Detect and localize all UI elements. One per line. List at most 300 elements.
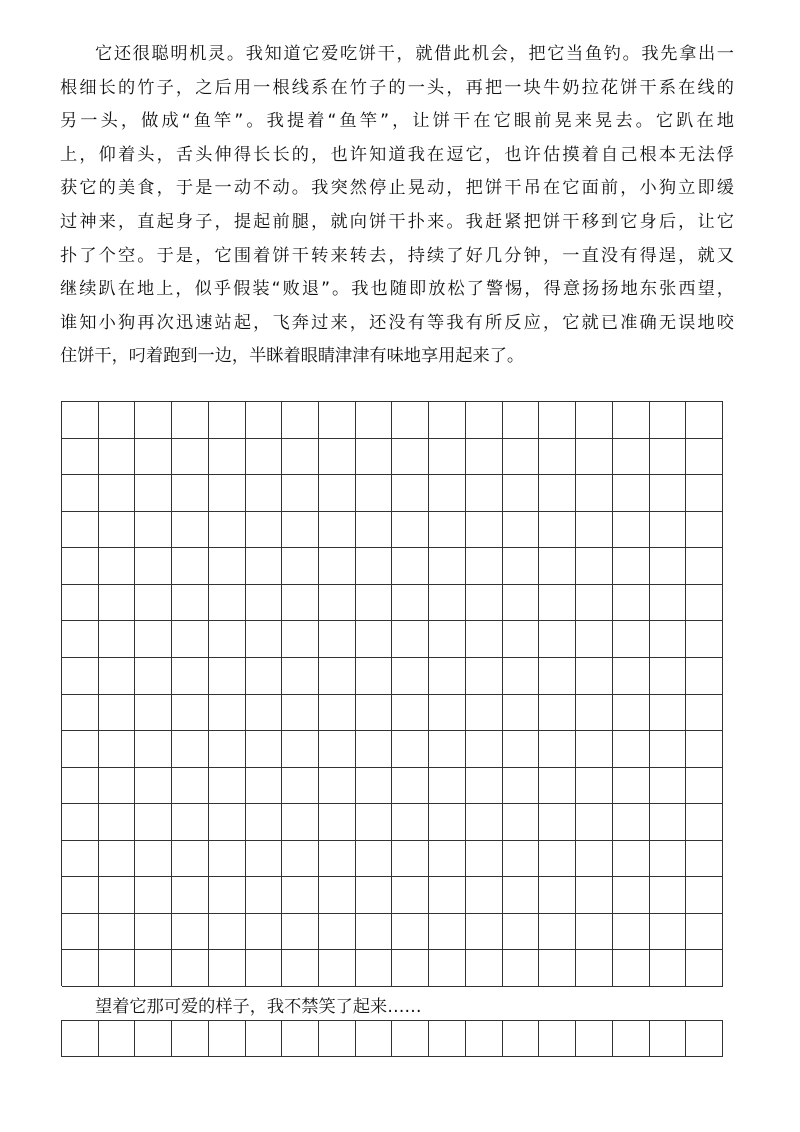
grid-cell[interactable] <box>319 402 356 439</box>
grid-cell[interactable] <box>429 621 466 658</box>
grid-cell[interactable] <box>466 768 503 805</box>
grid-cell[interactable] <box>172 402 209 439</box>
grid-cell[interactable] <box>172 621 209 658</box>
grid-cell[interactable] <box>62 731 99 768</box>
grid-cell[interactable] <box>172 731 209 768</box>
grid-cell[interactable] <box>539 1021 576 1057</box>
grid-cell[interactable] <box>209 877 246 914</box>
grid-cell[interactable] <box>282 877 319 914</box>
grid-cell[interactable] <box>650 658 687 695</box>
grid-cell[interactable] <box>503 439 540 476</box>
grid-cell[interactable] <box>576 695 613 732</box>
grid-cell[interactable] <box>429 768 466 805</box>
grid-cell[interactable] <box>686 548 723 585</box>
grid-cell[interactable] <box>172 804 209 841</box>
grid-cell[interactable] <box>99 621 136 658</box>
grid-cell[interactable] <box>576 804 613 841</box>
grid-cell[interactable] <box>282 439 319 476</box>
grid-cell[interactable] <box>319 841 356 878</box>
grid-cell[interactable] <box>319 658 356 695</box>
grid-cell[interactable] <box>246 877 283 914</box>
grid-cell[interactable] <box>650 512 687 549</box>
grid-cell[interactable] <box>319 950 356 987</box>
grid-cell[interactable] <box>503 402 540 439</box>
grid-cell[interactable] <box>246 914 283 951</box>
grid-cell[interactable] <box>686 621 723 658</box>
grid-cell[interactable] <box>99 658 136 695</box>
grid-cell[interactable] <box>392 950 429 987</box>
grid-cell[interactable] <box>613 804 650 841</box>
grid-cell[interactable] <box>392 475 429 512</box>
grid-cell[interactable] <box>466 621 503 658</box>
grid-cell[interactable] <box>429 475 466 512</box>
grid-cell[interactable] <box>503 695 540 732</box>
grid-cell[interactable] <box>209 512 246 549</box>
grid-cell[interactable] <box>613 475 650 512</box>
grid-cell[interactable] <box>650 841 687 878</box>
grid-cell[interactable] <box>135 548 172 585</box>
grid-cell[interactable] <box>613 658 650 695</box>
grid-cell[interactable] <box>613 841 650 878</box>
grid-cell[interactable] <box>613 877 650 914</box>
grid-cell[interactable] <box>576 585 613 622</box>
grid-cell[interactable] <box>392 1021 429 1057</box>
grid-cell[interactable] <box>392 841 429 878</box>
grid-cell[interactable] <box>319 621 356 658</box>
grid-cell[interactable] <box>282 512 319 549</box>
grid-cell[interactable] <box>209 475 246 512</box>
grid-cell[interactable] <box>246 768 283 805</box>
grid-cell[interactable] <box>356 658 393 695</box>
grid-cell[interactable] <box>686 402 723 439</box>
grid-cell[interactable] <box>62 512 99 549</box>
grid-cell[interactable] <box>576 1021 613 1057</box>
grid-cell[interactable] <box>539 731 576 768</box>
grid-cell[interactable] <box>172 475 209 512</box>
grid-cell[interactable] <box>135 731 172 768</box>
grid-cell[interactable] <box>503 1021 540 1057</box>
grid-cell[interactable] <box>429 877 466 914</box>
grid-cell[interactable] <box>503 621 540 658</box>
grid-cell[interactable] <box>209 402 246 439</box>
grid-cell[interactable] <box>539 512 576 549</box>
grid-cell[interactable] <box>466 475 503 512</box>
grid-cell[interactable] <box>466 439 503 476</box>
grid-cell[interactable] <box>576 548 613 585</box>
grid-cell[interactable] <box>613 950 650 987</box>
grid-cell[interactable] <box>99 841 136 878</box>
grid-cell[interactable] <box>282 841 319 878</box>
grid-cell[interactable] <box>135 1021 172 1057</box>
grid-cell[interactable] <box>172 914 209 951</box>
grid-cell[interactable] <box>356 731 393 768</box>
grid-cell[interactable] <box>282 914 319 951</box>
grid-cell[interactable] <box>539 439 576 476</box>
grid-cell[interactable] <box>392 804 429 841</box>
grid-cell[interactable] <box>62 877 99 914</box>
grid-cell[interactable] <box>99 402 136 439</box>
grid-cell[interactable] <box>650 439 687 476</box>
grid-cell[interactable] <box>209 768 246 805</box>
grid-cell[interactable] <box>246 658 283 695</box>
grid-cell[interactable] <box>539 475 576 512</box>
grid-cell[interactable] <box>282 768 319 805</box>
grid-cell[interactable] <box>613 439 650 476</box>
grid-cell[interactable] <box>356 439 393 476</box>
grid-cell[interactable] <box>392 768 429 805</box>
grid-cell[interactable] <box>209 621 246 658</box>
grid-cell[interactable] <box>392 731 429 768</box>
grid-cell[interactable] <box>172 950 209 987</box>
grid-cell[interactable] <box>99 475 136 512</box>
grid-cell[interactable] <box>576 402 613 439</box>
grid-cell[interactable] <box>62 1021 99 1057</box>
grid-cell[interactable] <box>282 402 319 439</box>
grid-cell[interactable] <box>576 621 613 658</box>
grid-cell[interactable] <box>576 731 613 768</box>
grid-cell[interactable] <box>209 695 246 732</box>
grid-cell[interactable] <box>539 658 576 695</box>
grid-cell[interactable] <box>99 731 136 768</box>
grid-cell[interactable] <box>539 914 576 951</box>
grid-cell[interactable] <box>319 914 356 951</box>
grid-cell[interactable] <box>392 877 429 914</box>
grid-cell[interactable] <box>246 512 283 549</box>
grid-cell[interactable] <box>246 439 283 476</box>
grid-cell[interactable] <box>503 768 540 805</box>
grid-cell[interactable] <box>650 950 687 987</box>
grid-cell[interactable] <box>99 439 136 476</box>
grid-cell[interactable] <box>282 621 319 658</box>
grid-cell[interactable] <box>429 731 466 768</box>
grid-cell[interactable] <box>172 841 209 878</box>
grid-cell[interactable] <box>539 768 576 805</box>
grid-cell[interactable] <box>576 658 613 695</box>
grid-cell[interactable] <box>686 585 723 622</box>
grid-cell[interactable] <box>246 841 283 878</box>
grid-cell[interactable] <box>246 695 283 732</box>
grid-cell[interactable] <box>282 695 319 732</box>
grid-cell[interactable] <box>686 950 723 987</box>
grid-cell[interactable] <box>356 621 393 658</box>
grid-cell[interactable] <box>356 914 393 951</box>
grid-cell[interactable] <box>576 475 613 512</box>
grid-cell[interactable] <box>613 768 650 805</box>
grid-cell[interactable] <box>613 512 650 549</box>
grid-cell[interactable] <box>539 841 576 878</box>
grid-cell[interactable] <box>246 475 283 512</box>
grid-cell[interactable] <box>576 950 613 987</box>
grid-cell[interactable] <box>650 768 687 805</box>
grid-cell[interactable] <box>356 768 393 805</box>
grid-cell[interactable] <box>282 804 319 841</box>
grid-cell[interactable] <box>613 621 650 658</box>
grid-cell[interactable] <box>429 512 466 549</box>
grid-cell[interactable] <box>246 950 283 987</box>
grid-cell[interactable] <box>503 804 540 841</box>
grid-cell[interactable] <box>686 658 723 695</box>
grid-cell[interactable] <box>613 1021 650 1057</box>
grid-cell[interactable] <box>686 731 723 768</box>
grid-cell[interactable] <box>319 512 356 549</box>
grid-cell[interactable] <box>135 585 172 622</box>
grid-cell[interactable] <box>62 475 99 512</box>
grid-cell[interactable] <box>503 877 540 914</box>
grid-cell[interactable] <box>99 950 136 987</box>
grid-cell[interactable] <box>686 1021 723 1057</box>
grid-cell[interactable] <box>392 439 429 476</box>
grid-cell[interactable] <box>356 841 393 878</box>
grid-cell[interactable] <box>466 658 503 695</box>
grid-cell[interactable] <box>503 841 540 878</box>
grid-cell[interactable] <box>576 914 613 951</box>
grid-cell[interactable] <box>539 877 576 914</box>
grid-cell[interactable] <box>613 914 650 951</box>
grid-cell[interactable] <box>429 548 466 585</box>
grid-cell[interactable] <box>686 804 723 841</box>
grid-cell[interactable] <box>429 439 466 476</box>
grid-cell[interactable] <box>209 439 246 476</box>
grid-cell[interactable] <box>686 512 723 549</box>
grid-cell[interactable] <box>356 548 393 585</box>
grid-cell[interactable] <box>99 585 136 622</box>
grid-cell[interactable] <box>429 804 466 841</box>
grid-cell[interactable] <box>539 621 576 658</box>
grid-cell[interactable] <box>466 914 503 951</box>
grid-cell[interactable] <box>99 768 136 805</box>
grid-cell[interactable] <box>282 1021 319 1057</box>
grid-cell[interactable] <box>356 877 393 914</box>
grid-cell[interactable] <box>539 695 576 732</box>
grid-cell[interactable] <box>429 658 466 695</box>
grid-cell[interactable] <box>246 731 283 768</box>
grid-cell[interactable] <box>319 585 356 622</box>
grid-cell[interactable] <box>209 585 246 622</box>
grid-cell[interactable] <box>172 1021 209 1057</box>
grid-cell[interactable] <box>246 402 283 439</box>
grid-cell[interactable] <box>429 841 466 878</box>
grid-cell[interactable] <box>650 548 687 585</box>
grid-cell[interactable] <box>466 731 503 768</box>
grid-cell[interactable] <box>356 585 393 622</box>
grid-cell[interactable] <box>576 512 613 549</box>
grid-cell[interactable] <box>209 1021 246 1057</box>
grid-cell[interactable] <box>172 658 209 695</box>
grid-cell[interactable] <box>282 585 319 622</box>
grid-cell[interactable] <box>650 475 687 512</box>
grid-cell[interactable] <box>319 877 356 914</box>
grid-cell[interactable] <box>650 731 687 768</box>
grid-cell[interactable] <box>613 548 650 585</box>
grid-cell[interactable] <box>62 585 99 622</box>
grid-cell[interactable] <box>466 585 503 622</box>
grid-cell[interactable] <box>319 548 356 585</box>
grid-cell[interactable] <box>686 768 723 805</box>
grid-cell[interactable] <box>686 841 723 878</box>
grid-cell[interactable] <box>99 512 136 549</box>
grid-cell[interactable] <box>282 548 319 585</box>
grid-cell[interactable] <box>135 439 172 476</box>
grid-cell[interactable] <box>209 841 246 878</box>
grid-cell[interactable] <box>246 621 283 658</box>
grid-cell[interactable] <box>99 914 136 951</box>
grid-cell[interactable] <box>172 512 209 549</box>
grid-cell[interactable] <box>172 439 209 476</box>
grid-cell[interactable] <box>99 695 136 732</box>
grid-cell[interactable] <box>503 658 540 695</box>
grid-cell[interactable] <box>209 950 246 987</box>
grid-cell[interactable] <box>62 695 99 732</box>
grid-cell[interactable] <box>135 621 172 658</box>
grid-cell[interactable] <box>466 1021 503 1057</box>
grid-cell[interactable] <box>429 1021 466 1057</box>
grid-cell[interactable] <box>356 950 393 987</box>
grid-cell[interactable] <box>466 877 503 914</box>
grid-cell[interactable] <box>576 768 613 805</box>
grid-cell[interactable] <box>686 475 723 512</box>
grid-cell[interactable] <box>686 695 723 732</box>
grid-cell[interactable] <box>650 621 687 658</box>
grid-cell[interactable] <box>613 585 650 622</box>
grid-cell[interactable] <box>172 695 209 732</box>
grid-cell[interactable] <box>319 804 356 841</box>
grid-cell[interactable] <box>392 585 429 622</box>
grid-cell[interactable] <box>135 402 172 439</box>
grid-cell[interactable] <box>209 658 246 695</box>
grid-cell[interactable] <box>99 877 136 914</box>
grid-cell[interactable] <box>62 804 99 841</box>
grid-cell[interactable] <box>135 768 172 805</box>
grid-cell[interactable] <box>62 658 99 695</box>
grid-cell[interactable] <box>356 475 393 512</box>
grid-cell[interactable] <box>135 877 172 914</box>
grid-cell[interactable] <box>686 439 723 476</box>
grid-cell[interactable] <box>613 402 650 439</box>
grid-cell[interactable] <box>429 950 466 987</box>
grid-cell[interactable] <box>62 914 99 951</box>
grid-cell[interactable] <box>246 585 283 622</box>
grid-cell[interactable] <box>686 914 723 951</box>
grid-cell[interactable] <box>246 548 283 585</box>
grid-cell[interactable] <box>392 914 429 951</box>
grid-cell[interactable] <box>62 548 99 585</box>
grid-cell[interactable] <box>613 731 650 768</box>
grid-cell[interactable] <box>613 695 650 732</box>
grid-cell[interactable] <box>576 877 613 914</box>
grid-cell[interactable] <box>99 1021 136 1057</box>
grid-cell[interactable] <box>62 402 99 439</box>
grid-cell[interactable] <box>539 548 576 585</box>
grid-cell[interactable] <box>650 877 687 914</box>
grid-cell[interactable] <box>172 768 209 805</box>
grid-cell[interactable] <box>650 914 687 951</box>
grid-cell[interactable] <box>172 548 209 585</box>
grid-cell[interactable] <box>209 914 246 951</box>
grid-cell[interactable] <box>392 402 429 439</box>
grid-cell[interactable] <box>429 695 466 732</box>
grid-cell[interactable] <box>246 804 283 841</box>
grid-cell[interactable] <box>650 804 687 841</box>
grid-cell[interactable] <box>576 439 613 476</box>
grid-cell[interactable] <box>650 695 687 732</box>
grid-cell[interactable] <box>356 695 393 732</box>
grid-cell[interactable] <box>466 695 503 732</box>
grid-cell[interactable] <box>319 1021 356 1057</box>
grid-cell[interactable] <box>539 402 576 439</box>
grid-cell[interactable] <box>466 841 503 878</box>
grid-cell[interactable] <box>466 548 503 585</box>
grid-cell[interactable] <box>135 695 172 732</box>
grid-cell[interactable] <box>62 950 99 987</box>
grid-cell[interactable] <box>319 439 356 476</box>
grid-cell[interactable] <box>650 402 687 439</box>
grid-cell[interactable] <box>99 548 136 585</box>
grid-cell[interactable] <box>99 804 136 841</box>
grid-cell[interactable] <box>356 402 393 439</box>
grid-cell[interactable] <box>466 402 503 439</box>
grid-cell[interactable] <box>282 731 319 768</box>
grid-cell[interactable] <box>135 475 172 512</box>
grid-cell[interactable] <box>135 950 172 987</box>
grid-cell[interactable] <box>686 877 723 914</box>
grid-cell[interactable] <box>209 548 246 585</box>
grid-cell[interactable] <box>135 658 172 695</box>
grid-cell[interactable] <box>650 585 687 622</box>
grid-cell[interactable] <box>429 914 466 951</box>
grid-cell[interactable] <box>282 475 319 512</box>
grid-cell[interactable] <box>246 1021 283 1057</box>
grid-cell[interactable] <box>62 439 99 476</box>
grid-cell[interactable] <box>392 621 429 658</box>
grid-cell[interactable] <box>62 621 99 658</box>
grid-cell[interactable] <box>135 914 172 951</box>
grid-cell[interactable] <box>356 1021 393 1057</box>
grid-cell[interactable] <box>319 768 356 805</box>
grid-cell[interactable] <box>466 950 503 987</box>
grid-cell[interactable] <box>135 512 172 549</box>
grid-cell[interactable] <box>392 695 429 732</box>
grid-cell[interactable] <box>429 402 466 439</box>
grid-cell[interactable] <box>503 585 540 622</box>
grid-cell[interactable] <box>172 585 209 622</box>
grid-cell[interactable] <box>466 512 503 549</box>
grid-cell[interactable] <box>356 512 393 549</box>
grid-cell[interactable] <box>172 877 209 914</box>
grid-cell[interactable] <box>62 841 99 878</box>
grid-cell[interactable] <box>503 731 540 768</box>
grid-cell[interactable] <box>356 804 393 841</box>
grid-cell[interactable] <box>209 804 246 841</box>
grid-cell[interactable] <box>503 512 540 549</box>
grid-cell[interactable] <box>62 768 99 805</box>
grid-cell[interactable] <box>539 804 576 841</box>
grid-cell[interactable] <box>282 950 319 987</box>
grid-cell[interactable] <box>650 1021 687 1057</box>
grid-cell[interactable] <box>319 695 356 732</box>
grid-cell[interactable] <box>392 658 429 695</box>
grid-cell[interactable] <box>576 841 613 878</box>
grid-cell[interactable] <box>539 585 576 622</box>
grid-cell[interactable] <box>429 585 466 622</box>
grid-cell[interactable] <box>503 548 540 585</box>
grid-cell[interactable] <box>392 548 429 585</box>
grid-cell[interactable] <box>209 731 246 768</box>
grid-cell[interactable] <box>135 804 172 841</box>
grid-cell[interactable] <box>503 475 540 512</box>
grid-cell[interactable] <box>539 950 576 987</box>
grid-cell[interactable] <box>392 512 429 549</box>
grid-cell[interactable] <box>319 731 356 768</box>
